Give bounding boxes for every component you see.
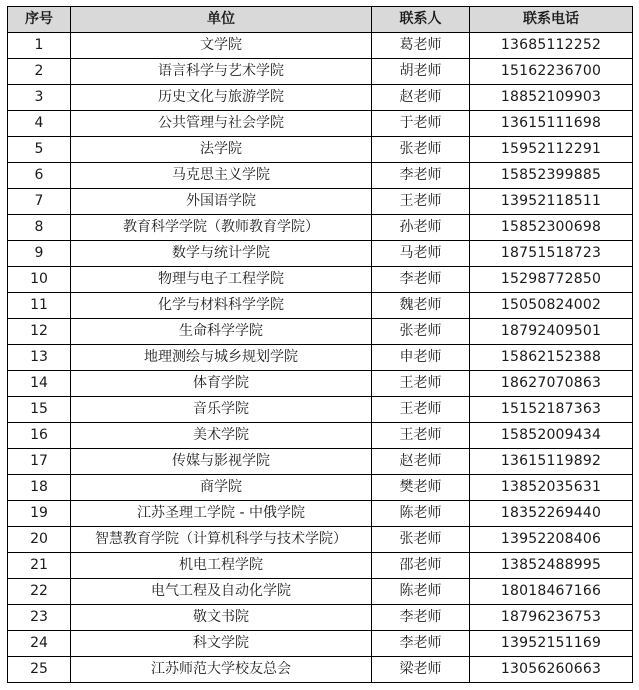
cell-no: 9 xyxy=(8,241,71,267)
cell-unit: 文学院 xyxy=(71,33,372,59)
cell-person: 王老师 xyxy=(372,371,470,397)
table-row xyxy=(8,293,633,319)
cell-no: 21 xyxy=(8,553,71,579)
cell-unit: 法学院 xyxy=(71,137,372,163)
cell-phone: 18018467166 xyxy=(470,579,633,605)
cell-no: 2 xyxy=(8,59,71,85)
table-row xyxy=(8,371,633,397)
cell-person: 李老师 xyxy=(372,605,470,631)
cell-no: 24 xyxy=(8,631,71,657)
cell-phone: 15952112291 xyxy=(470,137,633,163)
cell-no: 18 xyxy=(8,475,71,501)
cell-no: 12 xyxy=(8,319,71,345)
cell-unit: 智慧教育学院（计算机科学与技术学院） xyxy=(71,527,372,553)
table-row xyxy=(8,189,633,215)
table-row xyxy=(8,59,633,85)
cell-phone: 15852009434 xyxy=(470,423,633,449)
cell-no: 7 xyxy=(8,189,71,215)
cell-person: 李老师 xyxy=(372,267,470,293)
cell-phone: 13615119892 xyxy=(470,449,633,475)
table-row xyxy=(8,423,633,449)
cell-unit: 机电工程学院 xyxy=(71,553,372,579)
cell-phone: 13852035631 xyxy=(470,475,633,501)
cell-person: 于老师 xyxy=(372,111,470,137)
cell-no: 5 xyxy=(8,137,71,163)
contact-table-container xyxy=(7,6,633,683)
cell-phone: 15050824002 xyxy=(470,293,633,319)
header-no: 序号 xyxy=(8,7,71,33)
cell-phone: 15852300698 xyxy=(470,215,633,241)
table-row xyxy=(8,501,633,527)
cell-unit: 数学与统计学院 xyxy=(71,241,372,267)
table-row xyxy=(8,267,633,293)
cell-person: 胡老师 xyxy=(372,59,470,85)
cell-person: 张老师 xyxy=(372,319,470,345)
cell-phone: 18751518723 xyxy=(470,241,633,267)
cell-phone: 18792409501 xyxy=(470,319,633,345)
cell-person: 王老师 xyxy=(372,189,470,215)
table-row xyxy=(8,657,633,683)
cell-phone: 13056260663 xyxy=(470,657,633,683)
cell-unit: 科文学院 xyxy=(71,631,372,657)
cell-phone: 13685112252 xyxy=(470,33,633,59)
cell-person: 王老师 xyxy=(372,423,470,449)
cell-person: 孙老师 xyxy=(372,215,470,241)
header-unit: 单位 xyxy=(71,7,372,33)
cell-no: 25 xyxy=(8,657,71,683)
table-row xyxy=(8,319,633,345)
cell-unit: 商学院 xyxy=(71,475,372,501)
table-row xyxy=(8,449,633,475)
cell-no: 16 xyxy=(8,423,71,449)
cell-no: 22 xyxy=(8,579,71,605)
cell-no: 1 xyxy=(8,33,71,59)
cell-person: 邵老师 xyxy=(372,553,470,579)
cell-no: 19 xyxy=(8,501,71,527)
cell-no: 13 xyxy=(8,345,71,371)
cell-unit: 物理与电子工程学院 xyxy=(71,267,372,293)
table-row xyxy=(8,579,633,605)
cell-person: 申老师 xyxy=(372,345,470,371)
table-body xyxy=(8,33,633,683)
contact-table xyxy=(7,6,633,683)
cell-phone: 18627070863 xyxy=(470,371,633,397)
cell-person: 李老师 xyxy=(372,163,470,189)
cell-person: 陈老师 xyxy=(372,501,470,527)
cell-no: 10 xyxy=(8,267,71,293)
cell-unit: 传媒与影视学院 xyxy=(71,449,372,475)
cell-unit: 美术学院 xyxy=(71,423,372,449)
cell-phone: 18352269440 xyxy=(470,501,633,527)
cell-no: 14 xyxy=(8,371,71,397)
table-row xyxy=(8,527,633,553)
table-row xyxy=(8,397,633,423)
table-row xyxy=(8,475,633,501)
cell-phone: 15852399885 xyxy=(470,163,633,189)
cell-person: 张老师 xyxy=(372,527,470,553)
table-row xyxy=(8,241,633,267)
cell-person: 魏老师 xyxy=(372,293,470,319)
table-row xyxy=(8,85,633,111)
cell-person: 王老师 xyxy=(372,397,470,423)
cell-phone: 15298772850 xyxy=(470,267,633,293)
cell-no: 3 xyxy=(8,85,71,111)
cell-no: 6 xyxy=(8,163,71,189)
cell-no: 17 xyxy=(8,449,71,475)
table-row xyxy=(8,215,633,241)
cell-unit: 教育科学学院（教师教育学院） xyxy=(71,215,372,241)
cell-person: 葛老师 xyxy=(372,33,470,59)
cell-person: 马老师 xyxy=(372,241,470,267)
header-phone: 联系电话 xyxy=(470,7,633,33)
table-row xyxy=(8,163,633,189)
cell-unit: 生命科学学院 xyxy=(71,319,372,345)
table-row xyxy=(8,33,633,59)
cell-no: 8 xyxy=(8,215,71,241)
cell-phone: 15152187363 xyxy=(470,397,633,423)
cell-unit: 公共管理与社会学院 xyxy=(71,111,372,137)
cell-person: 赵老师 xyxy=(372,85,470,111)
table-row xyxy=(8,111,633,137)
cell-no: 4 xyxy=(8,111,71,137)
cell-person: 陈老师 xyxy=(372,579,470,605)
cell-person: 梁老师 xyxy=(372,657,470,683)
table-row xyxy=(8,137,633,163)
cell-unit: 化学与材料科学学院 xyxy=(71,293,372,319)
table-row xyxy=(8,553,633,579)
cell-phone: 13952118511 xyxy=(470,189,633,215)
cell-person: 张老师 xyxy=(372,137,470,163)
table-row xyxy=(8,605,633,631)
cell-unit: 历史文化与旅游学院 xyxy=(71,85,372,111)
cell-no: 20 xyxy=(8,527,71,553)
cell-unit: 江苏师范大学校友总会 xyxy=(71,657,372,683)
cell-unit: 敬文书院 xyxy=(71,605,372,631)
cell-unit: 江苏圣理工学院 - 中俄学院 xyxy=(71,501,372,527)
cell-phone: 18796236753 xyxy=(470,605,633,631)
cell-phone: 15162236700 xyxy=(470,59,633,85)
cell-phone: 15862152388 xyxy=(470,345,633,371)
cell-unit: 外国语学院 xyxy=(71,189,372,215)
cell-person: 樊老师 xyxy=(372,475,470,501)
cell-unit: 马克思主义学院 xyxy=(71,163,372,189)
table-row xyxy=(8,345,633,371)
cell-phone: 13952151169 xyxy=(470,631,633,657)
table-header-row xyxy=(8,7,633,33)
cell-unit: 音乐学院 xyxy=(71,397,372,423)
cell-no: 15 xyxy=(8,397,71,423)
cell-unit: 地理测绘与城乡规划学院 xyxy=(71,345,372,371)
cell-person: 赵老师 xyxy=(372,449,470,475)
cell-unit: 体育学院 xyxy=(71,371,372,397)
cell-person: 李老师 xyxy=(372,631,470,657)
cell-no: 23 xyxy=(8,605,71,631)
table-row xyxy=(8,631,633,657)
header-person: 联系人 xyxy=(372,7,470,33)
cell-phone: 18852109903 xyxy=(470,85,633,111)
cell-phone: 13615111698 xyxy=(470,111,633,137)
cell-unit: 电气工程及自动化学院 xyxy=(71,579,372,605)
cell-unit: 语言科学与艺术学院 xyxy=(71,59,372,85)
cell-no: 11 xyxy=(8,293,71,319)
cell-phone: 13852488995 xyxy=(470,553,633,579)
cell-phone: 13952208406 xyxy=(470,527,633,553)
